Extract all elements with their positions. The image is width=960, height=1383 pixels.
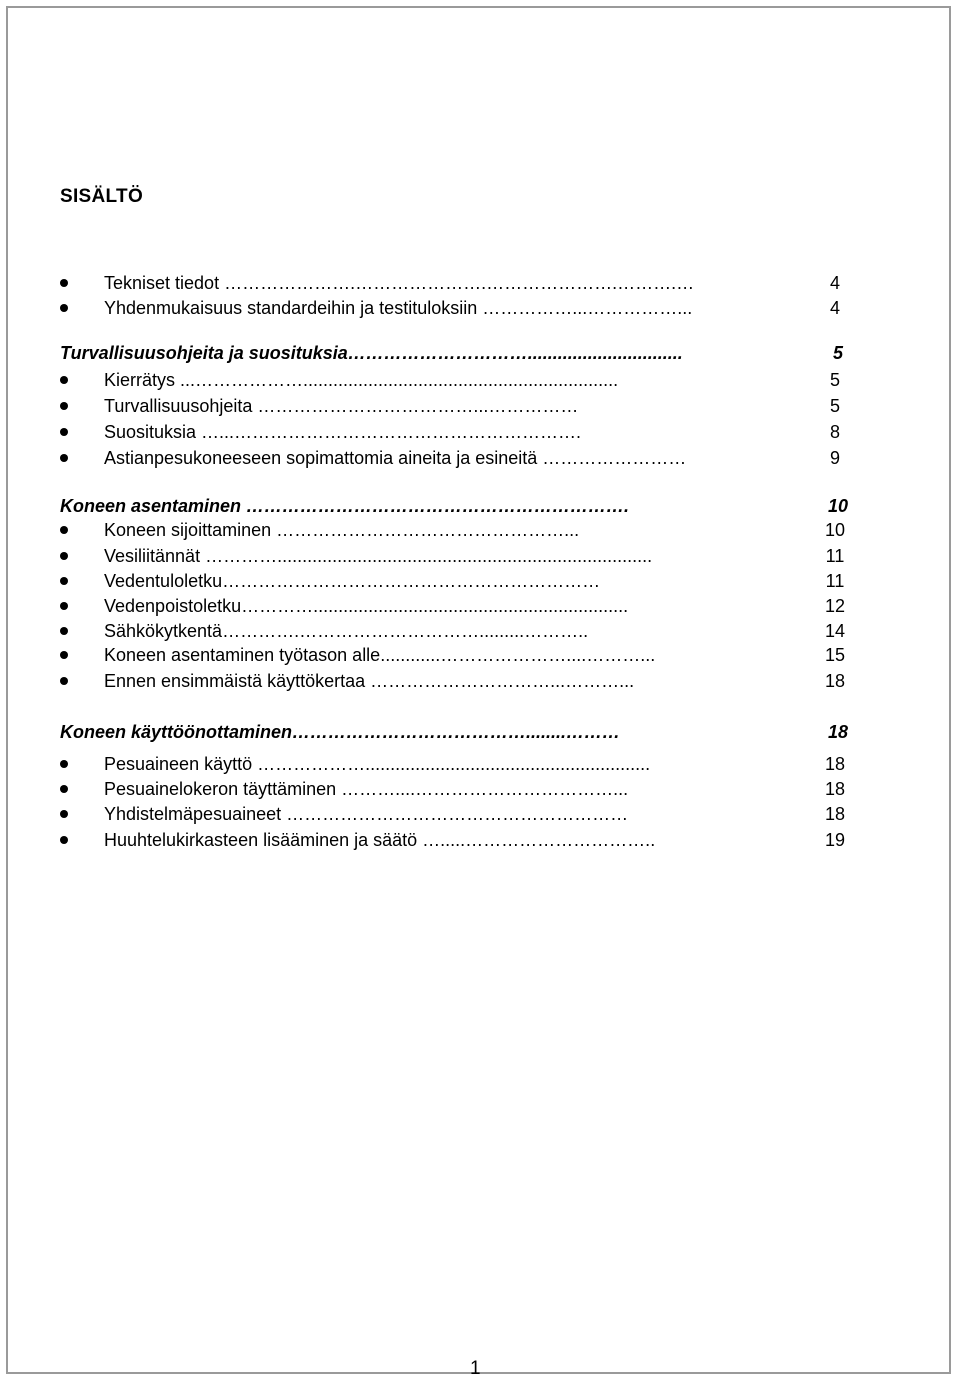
bullet-icon	[60, 627, 68, 635]
toc-section-heading[interactable]	[0, 494, 960, 518]
toc-entry-label: Koneen asentaminen työtason alle............…………………....………...	[104, 645, 656, 665]
toc-entry-page-number: 4	[829, 273, 840, 293]
toc-entry-page-number: 15	[824, 645, 846, 665]
toc-entry[interactable]	[0, 394, 960, 418]
toc-entry-page-number: 10	[824, 520, 846, 540]
toc-entry-page-number: 18	[824, 804, 846, 824]
toc-entry[interactable]	[0, 828, 960, 852]
section-page-number: 18	[827, 722, 849, 742]
toc-entry[interactable]	[0, 777, 960, 801]
toc-entry-label: Vedenpoistoletku…………...............................................................	[104, 596, 629, 616]
bullet-icon	[60, 785, 68, 793]
bullet-icon	[60, 376, 68, 384]
bullet-icon	[60, 602, 68, 610]
toc-entry-label: Yhdistelmäpesuaineet …………………………………………………	[104, 804, 629, 824]
toc-entry-label: Turvallisuusohjeita ………………………………...……………	[104, 396, 579, 416]
toc-entry-label: Yhdenmukaisuus standardeihin ja testituloksiin ……………...……………...	[104, 298, 693, 318]
toc-entry[interactable]	[0, 420, 960, 444]
toc-entry[interactable]	[0, 544, 960, 568]
toc-entry-label: Pesuainelokeron täyttäminen ………....……………………………...	[104, 779, 629, 799]
toc-entry-label: Vedentuloletku………………………………………………………	[104, 571, 601, 591]
toc-entry[interactable]	[0, 752, 960, 776]
toc-entry-label: Tekniset tiedot ………………….………………….………………….……….…	[104, 273, 695, 293]
toc-entry-label: Astianpesukoneeseen sopimattomia aineita ja esineitä ……………………	[104, 448, 687, 468]
toc-entry[interactable]	[0, 296, 960, 320]
bullet-icon	[60, 454, 68, 462]
bullet-icon	[60, 651, 68, 659]
bullet-icon	[60, 836, 68, 844]
bullet-icon	[60, 760, 68, 768]
toc-entry[interactable]	[0, 271, 960, 295]
toc-entry-page-number: 18	[824, 754, 846, 774]
bullet-icon	[60, 402, 68, 410]
bullet-icon	[60, 304, 68, 312]
toc-section-heading[interactable]	[0, 341, 960, 365]
toc-entry-page-number: 11	[825, 571, 845, 591]
toc-entry[interactable]	[0, 446, 960, 470]
toc-entry-label: Vesiliitännät …………...........................................................................	[104, 546, 653, 566]
toc-entry-label: Suosituksia …...………………………………………………….	[104, 422, 582, 442]
toc-entry-label: Koneen sijoittaminen …………………………………………...	[104, 520, 580, 540]
section-heading-label: Koneen käyttöönottaminen…………………………………........………	[60, 722, 621, 742]
toc-entry[interactable]	[0, 518, 960, 542]
toc-entry[interactable]	[0, 368, 960, 392]
toc-entry-page-number: 4	[829, 298, 840, 318]
bullet-icon	[60, 526, 68, 534]
toc-entry-page-number: 5	[829, 396, 840, 416]
toc-entry[interactable]	[0, 569, 960, 593]
toc-entry[interactable]	[0, 643, 960, 667]
toc-entry-page-number: 14	[824, 621, 846, 641]
bullet-icon	[60, 677, 68, 685]
toc-entry-label: Huuhtelukirkasteen lisääminen ja säätö ….....…………………………..	[104, 830, 656, 850]
toc-title: SISÄLTÖ	[60, 186, 144, 207]
toc-entry[interactable]	[0, 619, 960, 643]
toc-entry[interactable]	[0, 594, 960, 618]
toc-entry-label: Kierrätys ...………………...............................................................	[104, 370, 619, 390]
toc-entry-page-number: 8	[829, 422, 840, 442]
toc-entry-page-number: 18	[824, 779, 846, 799]
toc-entry-label: Pesuaineen käyttö ……………….........................................................	[104, 754, 651, 774]
bullet-icon	[60, 552, 68, 560]
page-number: 1	[470, 1358, 481, 1379]
toc-entry-page-number: 9	[829, 448, 840, 468]
toc-section-heading[interactable]	[0, 720, 960, 744]
toc-entry-label: Sähkökytkentä………….………………………….........………..	[104, 621, 589, 641]
bullet-icon	[60, 810, 68, 818]
section-heading-label: Koneen asentaminen ……………………………………………………….	[60, 496, 630, 516]
bullet-icon	[60, 279, 68, 287]
section-heading-label: Turvallisuusohjeita ja suosituksia…………………………...............................	[60, 343, 683, 363]
section-page-number: 10	[827, 496, 849, 516]
toc-entry-page-number: 11	[825, 546, 845, 566]
toc-entry-page-number: 18	[824, 671, 846, 691]
toc-entry[interactable]	[0, 802, 960, 826]
bullet-icon	[60, 577, 68, 585]
bullet-icon	[60, 428, 68, 436]
toc-entry-page-number: 12	[824, 596, 846, 616]
toc-entry-page-number: 19	[824, 830, 846, 850]
toc-entry-page-number: 5	[829, 370, 840, 390]
toc-entry-label: Ennen ensimmäistä käyttökertaa …………………………...………...	[104, 671, 635, 691]
section-page-number: 5	[832, 343, 843, 363]
toc-entry[interactable]	[0, 669, 960, 693]
